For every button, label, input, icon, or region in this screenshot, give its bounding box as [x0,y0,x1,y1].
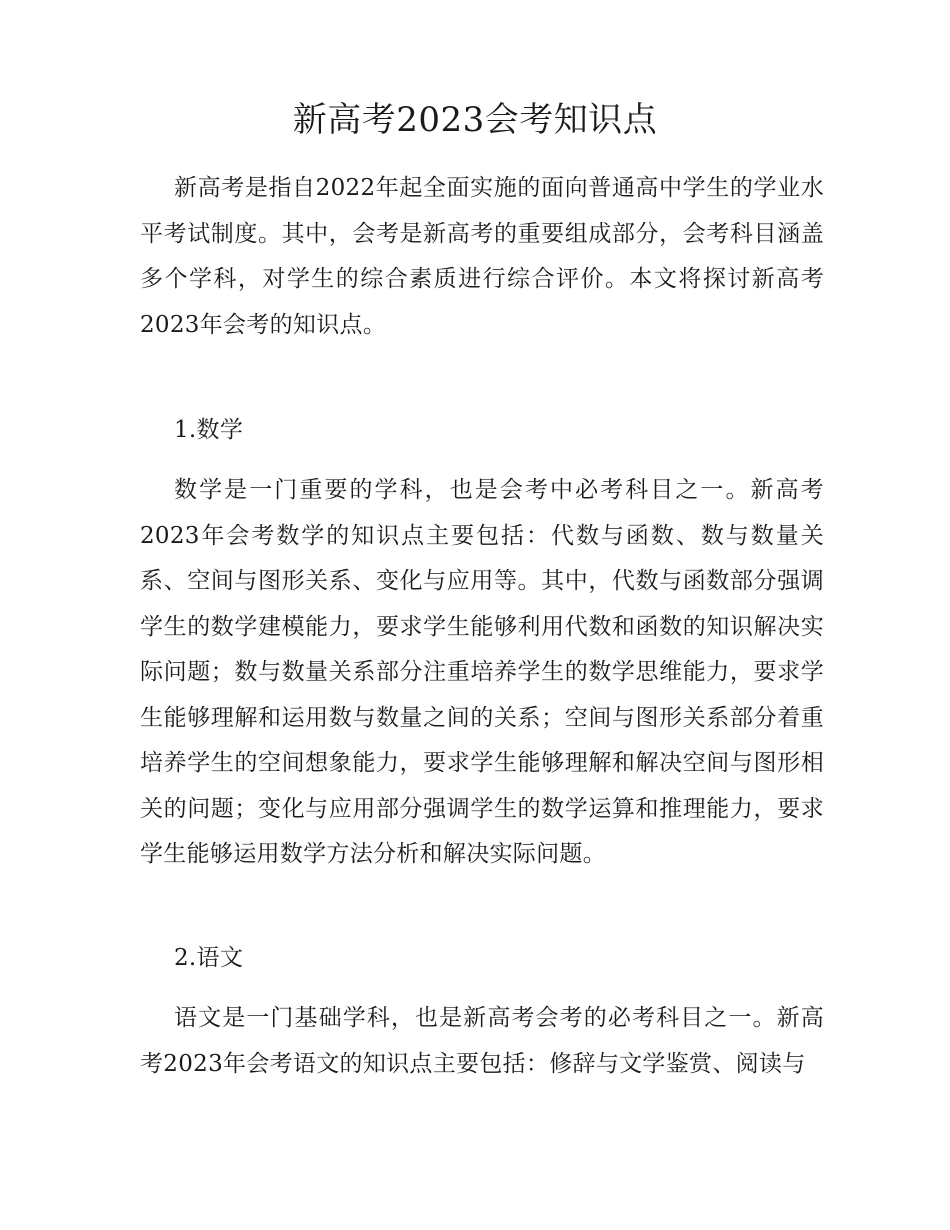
section-heading-math: 1.数学 [174,417,244,443]
section-body-chinese: 语文是一门基础学科，也是新高考会考的必考科目之一。新高考2023年会考语文的知识点主要包括：修辞与文学鉴赏、阅读与 [140,1005,824,1077]
section-body-math: 数学是一门重要的学科，也是会考中必考科目之一。新高考2023年会考数学的知识点主要包括：代数与函数、数与数量关系、空间与图形关系、变化与应用等。其中，代数与函数部分强调学生的数学建模能力，要求学生能够利用代数和函数的知识解决实际问题；数与数量关系部分注重培养学生的数学思维能力，要求学生能够理解和运用数与数量之间的关系；空间与图形关系部分着重培养学生的空间想象能力，要求学生能够理解和解决空间与图形相关的问题；变化与应用部分强调学生的数学运算和推理能力，要求学生能够运用数学方法分析和解决实际问题。 [140,477,824,867]
section-heading-chinese: 2.语文 [174,945,244,971]
intro-paragraph: 新高考是指自2022年起全面实施的面向普通高中学生的学业水平考试制度。其中，会考是新高考的重要组成部分，会考科目涵盖多个学科，对学生的综合素质进行综合评价。本文将探讨新高考2023年会考的知识点。 [140,175,824,338]
document-title: 新高考2023会考知识点 [292,100,658,140]
